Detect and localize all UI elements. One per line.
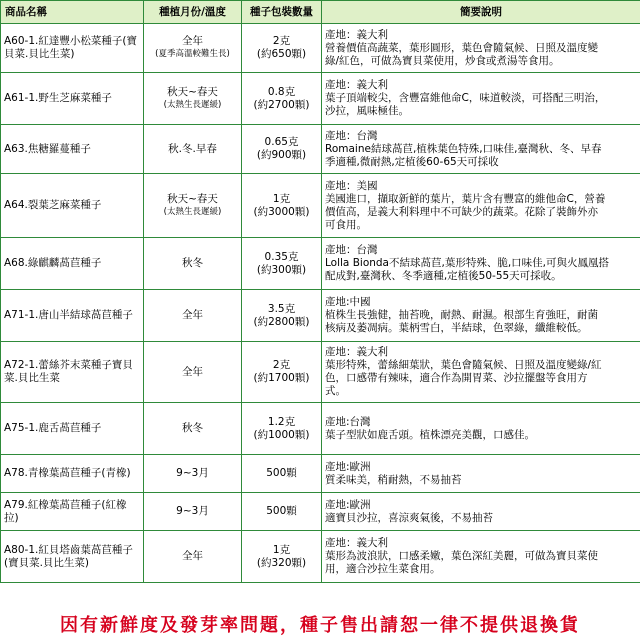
table-row bbox=[1, 125, 640, 174]
description-cell bbox=[322, 531, 640, 583]
origin-line: 產地：義大利 bbox=[325, 346, 388, 358]
package-quantity-cell bbox=[242, 125, 322, 174]
description-cell bbox=[322, 455, 640, 493]
planting-season-cell bbox=[144, 24, 242, 73]
package-weight: 2克 bbox=[272, 35, 291, 47]
product-name: A75-1.鹿舌萵苣種子 bbox=[1, 403, 144, 455]
product-name: A79.紅橡葉萵苣種子(紅橡拉) bbox=[1, 493, 144, 531]
planting-season-cell bbox=[144, 342, 242, 403]
origin-line: 產地:台灣 bbox=[325, 415, 371, 428]
planting-season: 全年 bbox=[182, 35, 203, 47]
product-name: A60-1.紅達豐小松菜種子(寶貝菜.貝比生菜) bbox=[1, 24, 144, 73]
origin-line: 產地:歐洲 bbox=[325, 460, 371, 473]
seed-count: (約3000顆) bbox=[253, 205, 310, 218]
planting-season-cell bbox=[144, 290, 242, 342]
seed-count: (約320顆) bbox=[256, 556, 307, 569]
package-quantity-cell bbox=[242, 342, 322, 403]
description-line: 葉形為波浪狀，口感柔嫩，葉色深紅美麗，可做為寶貝菜使 bbox=[325, 550, 598, 562]
package-weight: 2克 bbox=[272, 359, 291, 371]
table-row bbox=[1, 342, 640, 403]
planting-season: 秋天~春天 bbox=[167, 85, 218, 98]
table-row bbox=[1, 493, 640, 531]
package-quantity-cell bbox=[242, 455, 322, 493]
header-product-name: 商品名稱 bbox=[1, 1, 144, 24]
package-weight: 500顆 bbox=[266, 467, 297, 479]
seed-count: (約2800顆) bbox=[253, 315, 310, 328]
description-cell bbox=[322, 73, 640, 125]
seed-count: (約1700顆) bbox=[253, 372, 310, 384]
description-line: 用，適合沙拉生菜食用。 bbox=[325, 563, 441, 575]
description-line: 價值高，是義大利料理中不可缺少的蔬菜。花除了裝飾外亦 bbox=[325, 205, 598, 218]
header-quantity: 種子包裝數量 bbox=[242, 1, 322, 24]
package-quantity-cell bbox=[242, 403, 322, 455]
description-cell bbox=[322, 238, 640, 290]
package-weight: 0.65克 bbox=[264, 136, 299, 148]
planting-season: 秋.冬.早春 bbox=[168, 142, 217, 155]
product-name: A72-1.蕾絲芥末菜種子寶貝菜.貝比生菜 bbox=[1, 342, 144, 403]
description-line: 可食用。 bbox=[325, 218, 367, 231]
origin-line: 產地:中國 bbox=[325, 296, 371, 308]
table-row bbox=[1, 290, 640, 342]
description-line: 葉形特殊，蕾絲細葉狀，葉色會隨氣候、日照及溫度變綠/紅 bbox=[325, 359, 602, 371]
table-row bbox=[1, 174, 640, 238]
package-quantity-cell bbox=[242, 24, 322, 73]
description-line: 適寶貝沙拉，喜涼爽氣後，不易抽苔 bbox=[325, 511, 493, 524]
table-row bbox=[1, 24, 640, 73]
package-weight: 1克 bbox=[272, 543, 291, 556]
product-name: A64.裂葉芝麻菜種子 bbox=[1, 174, 144, 238]
planting-season: 全年 bbox=[182, 550, 203, 562]
description-cell bbox=[322, 290, 640, 342]
table-header-row bbox=[1, 1, 640, 24]
origin-line: 產地:歐洲 bbox=[325, 498, 371, 511]
package-weight: 3.5克 bbox=[267, 302, 296, 315]
planting-season-cell bbox=[144, 238, 242, 290]
package-weight: 1.2克 bbox=[267, 415, 296, 428]
product-name: A68.綠麒麟萵苣種子 bbox=[1, 238, 144, 290]
planting-season: 9~3月 bbox=[176, 467, 209, 479]
package-weight: 1克 bbox=[272, 192, 291, 205]
planting-season: 全年 bbox=[182, 309, 203, 321]
package-quantity-cell bbox=[242, 73, 322, 125]
product-name: A71-1.唐山半結球萵苣種子 bbox=[1, 290, 144, 342]
table-row bbox=[1, 403, 640, 455]
description-line: 季適種,微耐熱,定植後60-65天可採收 bbox=[325, 155, 499, 168]
product-name: A61-1.野生芝麻菜種子 bbox=[1, 73, 144, 125]
origin-line: 產地：美國 bbox=[325, 179, 378, 192]
planting-season: 秋冬 bbox=[182, 422, 203, 434]
description-line: 質柔味美，稍耐熱，不易抽苔 bbox=[325, 473, 462, 486]
table-row bbox=[1, 455, 640, 493]
seed-count: (約2700顆) bbox=[253, 98, 310, 111]
planting-season: 秋天~春天 bbox=[167, 192, 218, 205]
description-line: 營養價值高蔬菜，葉形圓形，葉色會隨氣候、日照及溫度變 bbox=[325, 41, 598, 54]
package-weight: 0.8克 bbox=[267, 85, 296, 98]
description-cell bbox=[322, 342, 640, 403]
planting-season-cell bbox=[144, 403, 242, 455]
planting-season-cell bbox=[144, 493, 242, 531]
header-season: 種植月份/溫度 bbox=[144, 1, 242, 24]
no-return-notice: 因有新鮮度及發芽率問題，種子售出請恕一律不提供退換貨 bbox=[0, 612, 640, 640]
planting-season-note: (夏季高溫較難生長) bbox=[155, 49, 230, 59]
description-cell bbox=[322, 174, 640, 238]
package-quantity-cell bbox=[242, 531, 322, 583]
package-weight: 500顆 bbox=[266, 505, 297, 517]
planting-season-cell bbox=[144, 455, 242, 493]
description-cell bbox=[322, 24, 640, 73]
table-row bbox=[1, 238, 640, 290]
description-line: 植株生長強健，抽苔晚，耐熱、耐濕。根部生育強旺，耐菌 bbox=[325, 309, 598, 321]
description-line: 綠/紅色，可做為寶貝菜使用，炒食或煮湯等食用。 bbox=[325, 54, 560, 67]
planting-season-note: (太熱生長遲緩) bbox=[163, 206, 222, 217]
package-quantity-cell bbox=[242, 238, 322, 290]
description-line: Romaine結球萵苣,植株葉色特殊,口味佳,臺灣秋、冬、早春 bbox=[325, 142, 602, 155]
origin-line: 產地：台灣 bbox=[325, 129, 378, 142]
product-name: A78.青橡葉萵苣種子(青橡) bbox=[1, 455, 144, 493]
description-line: Lolla Bionda不結球萵苣,葉形特殊、脆,口味佳,可與火鳳凰搭 bbox=[325, 257, 610, 269]
description-line: 葉子頂端較尖，含豐富維他命C，味道較淡，可搭配三明治， bbox=[325, 92, 606, 104]
description-line: 葉子型狀如鹿舌頭。植株漂亮美觀，口感佳。 bbox=[325, 428, 535, 441]
seed-count: (約300顆) bbox=[256, 263, 307, 276]
planting-season: 9~3月 bbox=[176, 505, 209, 517]
seed-count: (約650顆) bbox=[256, 48, 307, 60]
description-line: 美國進口，擷取新鮮的葉片，葉片含有豐富的維他命C，營養 bbox=[325, 192, 606, 205]
seed-count: (約1000顆) bbox=[253, 428, 310, 441]
table-row bbox=[1, 531, 640, 583]
planting-season-cell bbox=[144, 174, 242, 238]
description-line: 式。 bbox=[325, 385, 346, 397]
planting-season: 全年 bbox=[182, 365, 203, 378]
origin-line: 產地：台灣 bbox=[325, 244, 378, 256]
description-cell bbox=[322, 403, 640, 455]
description-line: 色，口感帶有辣味，適合作為開胃菜、沙拉擺盤等食用方 bbox=[325, 372, 588, 384]
package-quantity-cell bbox=[242, 174, 322, 238]
table-row bbox=[1, 73, 640, 125]
planting-season-note: (太熱生長遲緩) bbox=[163, 99, 222, 110]
planting-season-cell bbox=[144, 531, 242, 583]
product-name: A63.焦糖羅蔓種子 bbox=[1, 125, 144, 174]
planting-season-cell bbox=[144, 73, 242, 125]
planting-season: 秋冬 bbox=[182, 257, 203, 269]
description-line: 配成對,臺灣秋、冬季適種,定植後50-55天可採收。 bbox=[325, 270, 562, 282]
description-line: 核病及萎凋病。葉柄雪白，半結球，色翠綠，纖維較低。 bbox=[325, 322, 588, 334]
package-quantity-cell bbox=[242, 493, 322, 531]
header-description: 簡要說明 bbox=[322, 1, 640, 24]
product-name: A80-1.紅貝塔齒葉萵苣種子(寶貝菜.貝比生菜) bbox=[1, 531, 144, 583]
package-weight: 0.35克 bbox=[264, 250, 299, 263]
seed-count: (約900顆) bbox=[256, 149, 307, 161]
description-line: 沙拉，風味極佳。 bbox=[325, 105, 409, 117]
package-quantity-cell bbox=[242, 290, 322, 342]
description-cell bbox=[322, 493, 640, 531]
origin-line: 產地：義大利 bbox=[325, 28, 388, 41]
description-cell bbox=[322, 125, 640, 174]
origin-line: 產地：義大利 bbox=[325, 79, 388, 91]
planting-season-cell bbox=[144, 125, 242, 174]
origin-line: 產地：義大利 bbox=[325, 537, 388, 549]
